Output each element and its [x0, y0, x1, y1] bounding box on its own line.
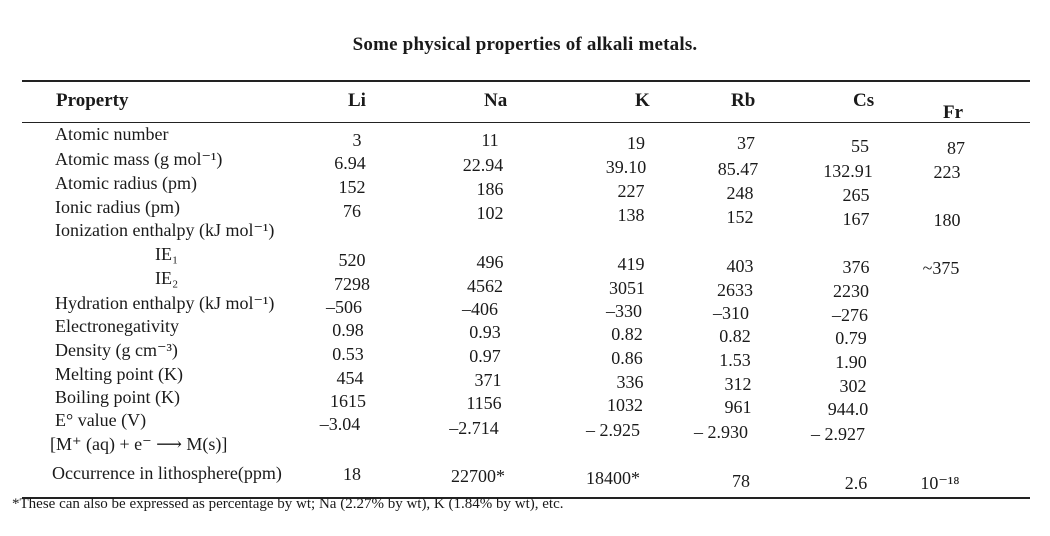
row-label-hydration-enthalpy: Hydration enthalpy (kJ mol⁻¹)	[55, 293, 275, 313]
cell-na-ionic-radius: 102	[476, 203, 504, 223]
cell-na-atomic-number: 11	[481, 130, 499, 150]
cell-na-ie2: 4562	[467, 276, 503, 296]
cell-cs-hydration-enthalpy: –276	[832, 305, 868, 325]
cell-k-ionic-radius: 138	[617, 205, 645, 225]
cell-cs-ie1: 376	[842, 257, 870, 277]
row-label-atomic-mass: Atomic mass (g mol⁻¹)	[55, 149, 223, 169]
row-label-atomic-radius: Atomic radius (pm)	[55, 173, 197, 193]
cell-k-atomic-radius: 227	[617, 181, 645, 201]
cell-cs-electronegativity: 0.79	[835, 328, 867, 348]
cell-rb-density: 1.53	[719, 350, 751, 370]
cell-cs-atomic-radius: 265	[842, 185, 870, 205]
cell-rb-atomic-radius: 248	[726, 183, 754, 203]
row-label-ionic-radius: Ionic radius (pm)	[55, 197, 180, 217]
cell-fr-atomic-number: 87	[947, 138, 965, 158]
cell-li-atomic-number: 3	[352, 130, 362, 150]
cell-rb-atomic-mass: 85.47	[717, 159, 759, 179]
cell-cs-e-value: – 2.927	[811, 424, 865, 444]
header-cs: Cs	[853, 90, 875, 111]
row-label-density: Density (g cm⁻³)	[55, 340, 178, 360]
row-label-e-value-reaction: [M⁺ (aq) + e⁻ ⟶ M(s)]	[50, 434, 228, 454]
cell-na-boiling-point: 1156	[466, 393, 502, 413]
cell-k-electronegativity: 0.82	[611, 324, 643, 344]
row-label-ionization-enthalpy: Ionization enthalpy (kJ mol⁻¹)	[55, 220, 275, 240]
cell-cs-atomic-number: 55	[851, 136, 869, 156]
cell-cs-ionic-radius: 167	[842, 209, 870, 229]
cell-rb-melting-point: 312	[724, 374, 752, 394]
cell-cs-density: 1.90	[835, 352, 867, 372]
cell-na-ie1: 496	[476, 252, 504, 272]
cell-rb-ionic-radius: 152	[726, 207, 754, 227]
cell-rb-hydration-enthalpy: –310	[713, 303, 749, 323]
cell-li-e-value: –3.04	[319, 414, 361, 434]
cell-fr-ionic-radius: 180	[933, 210, 961, 230]
cell-li-ie2: 7298	[334, 274, 370, 294]
cell-na-atomic-mass: 22.94	[462, 155, 504, 175]
row-label-boiling-point: Boiling point (K)	[55, 387, 180, 407]
cell-rb-ie2: 2633	[717, 280, 753, 300]
cell-k-density: 0.86	[611, 348, 643, 368]
cell-cs-ie2: 2230	[833, 281, 869, 301]
cell-k-atomic-mass: 39.10	[605, 157, 647, 177]
row-label-e-value: E° value (V)	[55, 410, 147, 430]
header-k: K	[635, 90, 650, 111]
cell-li-electronegativity: 0.98	[332, 320, 364, 340]
cell-li-ie1: 520	[338, 250, 366, 270]
cell-na-electronegativity: 0.93	[469, 322, 501, 342]
cell-k-e-value: – 2.925	[586, 420, 640, 440]
cell-fr-atomic-mass: 223	[933, 162, 961, 182]
row-label-atomic-number: Atomic number	[55, 124, 169, 144]
cell-li-density: 0.53	[332, 344, 364, 364]
cell-k-melting-point: 336	[616, 372, 644, 392]
table-footnote: *These can also be expressed as percentage by wt; Na (2.27% by wt), K (1.84% by wt), etc.	[12, 496, 564, 512]
cell-li-atomic-radius: 152	[338, 177, 366, 197]
cell-k-boiling-point: 1032	[607, 395, 643, 415]
cell-li-hydration-enthalpy: –506	[326, 297, 362, 317]
cell-cs-atomic-mass: 132.91	[823, 161, 873, 181]
cell-na-e-value: –2.714	[449, 418, 499, 438]
cell-k-ie1: 419	[617, 254, 645, 274]
cell-li-atomic-mass: 6.94	[334, 153, 366, 173]
cell-na-atomic-radius: 186	[476, 179, 504, 199]
row-label-ie1: IE₁	[155, 244, 179, 264]
cell-fr-occurrence: 10⁻¹⁸	[920, 473, 960, 493]
row-label-electronegativity: Electronegativity	[55, 316, 179, 336]
cell-cs-melting-point: 302	[839, 376, 867, 396]
header-property: Property	[56, 90, 129, 111]
cell-rb-atomic-number: 37	[737, 133, 755, 153]
table-header-rule	[22, 122, 1030, 123]
cell-li-occurrence: 18	[343, 464, 361, 484]
cell-rb-boiling-point: 961	[724, 397, 752, 417]
cell-li-melting-point: 454	[336, 368, 364, 388]
cell-rb-e-value: – 2.930	[694, 422, 748, 442]
cell-li-boiling-point: 1615	[330, 391, 366, 411]
cell-na-occurrence: 22700*	[451, 466, 505, 486]
row-label-ie2: IE₂	[155, 268, 179, 288]
cell-k-hydration-enthalpy: –330	[606, 301, 642, 321]
cell-na-melting-point: 371	[474, 370, 502, 390]
table-title: Some physical properties of alkali metals.	[352, 34, 698, 55]
cell-rb-occurrence: 78	[732, 471, 750, 491]
cell-na-hydration-enthalpy: –406	[462, 299, 498, 319]
header-fr: Fr	[943, 102, 964, 123]
cell-cs-occurrence: 2.6	[844, 473, 868, 493]
header-li: Li	[348, 90, 366, 111]
cell-k-ie2: 3051	[609, 278, 645, 298]
cell-fr-ie1: ~375	[922, 258, 960, 278]
cell-k-occurrence: 18400*	[586, 468, 640, 488]
header-rb: Rb	[731, 90, 756, 111]
cell-li-ionic-radius: 76	[343, 201, 361, 221]
row-label-melting-point: Melting point (K)	[55, 364, 183, 384]
cell-rb-ie1: 403	[726, 256, 754, 276]
table-top-rule	[22, 80, 1030, 82]
row-label-occurrence: Occurrence in lithosphere(ppm)	[52, 463, 282, 483]
cell-k-atomic-number: 19	[627, 133, 645, 153]
cell-na-density: 0.97	[469, 346, 501, 366]
header-na: Na	[484, 90, 508, 111]
cell-cs-boiling-point: 944.0	[827, 399, 869, 419]
cell-rb-electronegativity: 0.82	[719, 326, 751, 346]
